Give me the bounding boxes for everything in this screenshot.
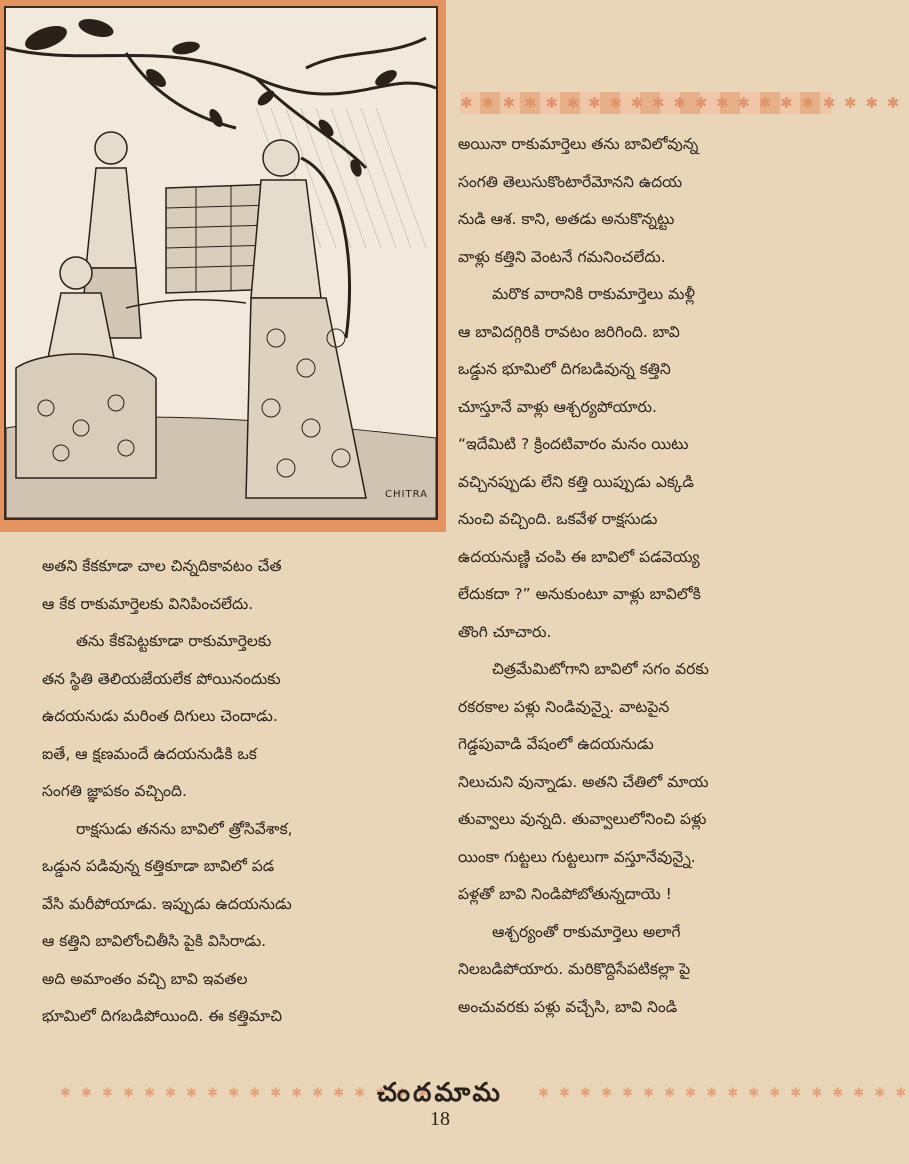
left-text-column [42, 548, 440, 1036]
story-illustration [4, 6, 438, 520]
text-line: ఆ కత్తిని బావిలోంచితీసి పైకి విసిరాడు. [42, 932, 267, 950]
paragraph [458, 914, 836, 1027]
illustrator-signature: CHITRA [385, 489, 428, 500]
text-line: ఐతే, ఆ క్షణమందే ఉదయనుడికి ఒక [42, 744, 257, 763]
text-line: రకరకాల పళ్లు నిండివున్నై. వాటపైన [458, 697, 670, 716]
text-line: వచ్చినప్పుడు లేని కత్తి యిప్పుడు ఎక్కడి [458, 472, 694, 491]
text-line: ఉదయనుణ్ణి చంపి ఈ బావిలో పడవెయ్య [458, 547, 700, 566]
text-line: సంగతి తెలుసుకొంటారేమోనని ఉదయ [458, 172, 683, 191]
footer [60, 1078, 909, 1110]
illustration-frame [0, 0, 446, 532]
text-line: సంగతి జ్ఞాపకం వచ్చింది. [42, 782, 187, 800]
text-line: యింకా గుట్టలు గుట్టలుగా వస్తూనేవున్నై. [458, 847, 696, 866]
text-line: తువ్వాలు వున్నది. తువ్వాలులోనించి పళ్లు [458, 810, 707, 828]
paragraph [42, 811, 440, 1036]
text-line: “ఇదేమిటి ? క్రిందటివారం మనం యిటు [458, 435, 689, 453]
page-number: 18 [430, 1108, 450, 1130]
text-line: నుడి ఆశ. కాని, అతడు అనుకొన్నట్టు [458, 210, 675, 228]
text-line: భూమిలో దిగబడిపోయింది. ఈ కత్తిమాచి [42, 1007, 283, 1025]
decorative-star-border: ✱ ✱ ✱ ✱ ✱ ✱ ✱ ✱ ✱ ✱ ✱ ✱ ✱ ✱ ✱ ✱ ✱ ✱ [60, 1086, 432, 1101]
text-line: అది అమాంతం వచ్చి బావి ఇవతల [42, 969, 248, 988]
text-line: ఉదయనుడు మరింత దిగులు చెందాడు. [42, 707, 278, 725]
text-line: పళ్లతో బావి నిండిపోబోతున్నదాయె ! [458, 885, 672, 903]
text-line: చూస్తూనే వాళ్లు ఆశ్చర్యపోయారు. [458, 397, 657, 416]
text-line: అతని కేకకూడా చాల చిన్నదికావటం చేత [42, 557, 282, 575]
text-line: ఆశ్చర్యంతో రాకుమార్తెలు అలాగే [492, 922, 681, 941]
text-line: రాక్షసుడు తనను బావిలో త్రోసివేశాక, [76, 819, 293, 838]
decorative-star-border: ✱ ✱ ✱ ✱ ✱ ✱ ✱ ✱ ✱ ✱ ✱ ✱ ✱ ✱ ✱ ✱ ✱ ✱ ✱ ✱ ✱ [460, 94, 902, 112]
right-text-column [458, 126, 836, 1026]
paragraph [458, 651, 836, 914]
text-line: లేదుకదా ?” అనుకుంటూ వాళ్లు బావిలోకి [458, 585, 701, 603]
text-line: వేసి మరీపోయాడు. ఇప్పుడు ఉదయనుడు [42, 894, 292, 913]
text-line: నిలుచుని వున్నాడు. అతని చేతిలో మాయ [458, 772, 709, 791]
text-line: ఆ కేక రాకుమార్తెలకు వినిపించలేదు. [42, 594, 254, 613]
text-line: తొంగి చూచారు. [458, 622, 552, 641]
text-line: తను కేకపెట్టకూడా రాకుమార్తెలకు [76, 632, 272, 650]
text-line: చిత్రమేమిటోగాని బావిలో సగం వరకు [492, 660, 709, 678]
decorative-star-border: ✱ ✱ ✱ ✱ ✱ ✱ ✱ ✱ ✱ ✱ ✱ ✱ ✱ ✱ ✱ ✱ ✱ ✱ [538, 1086, 909, 1101]
paragraph [458, 126, 836, 276]
text-line: ఒడ్డున పడివున్న కత్తికూడా బావిలో పడ [42, 857, 275, 875]
text-line: మరొక వారానికి రాకుమార్తెలు మళ్లీ [492, 285, 695, 303]
text-line: అయినా రాకుమార్తెలు తను బావిలోవున్న [458, 135, 699, 153]
text-line: నుంచి వచ్చింది. ఒకవేళ రాక్షసుడు [458, 510, 658, 528]
text-line: అంచువరకు పళ్లు వచ్చేసి, బావి నిండి [458, 997, 678, 1016]
text-line: వాళ్లు కత్తిని వెంటనే గమనించలేదు. [458, 247, 666, 266]
text-line: గెడ్డపువాడి వేషంలో ఉదయనుడు [458, 735, 654, 753]
text-line: ఒడ్డున భూమిలో దిగబడివున్న కత్తిని [458, 360, 671, 378]
paragraph [458, 276, 836, 651]
paragraph [42, 623, 440, 811]
text-line: తన స్థితి తెలియజేయలేక పోయినందుకు [42, 669, 281, 688]
magazine-masthead: చందమామ [377, 1078, 503, 1108]
text-line: ఆ బావిదగ్గిరికి రావటం జరిగింది. బావి [458, 322, 680, 341]
paragraph [42, 548, 440, 623]
illustration-drawing [6, 8, 436, 518]
text-line: నిలబడిపోయారు. మరికొద్దిసేపటికల్లా పై [458, 960, 691, 978]
